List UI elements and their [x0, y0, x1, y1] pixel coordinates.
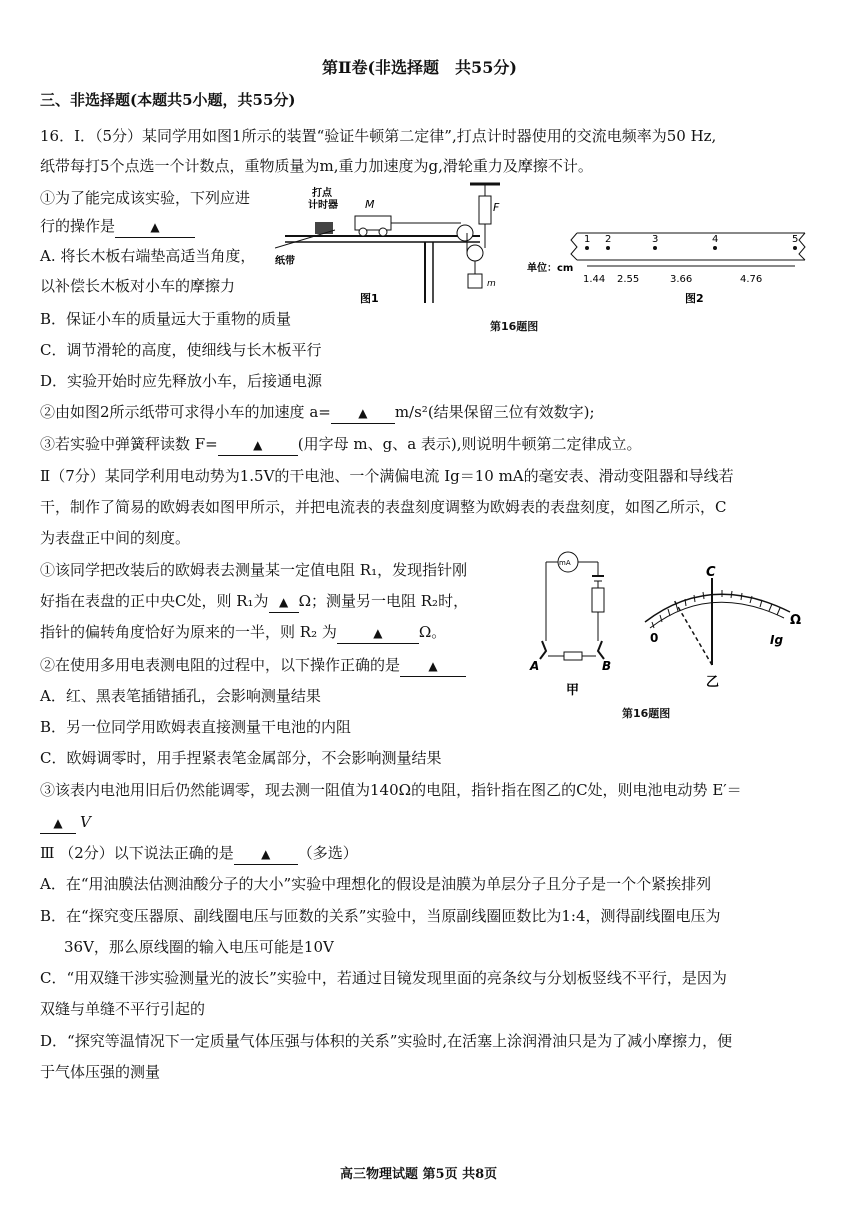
figure-yi-label: 乙 — [706, 675, 720, 690]
iii-option-a: A．在“用油膜法估测油酸分子的大小”实验中理想化的假设是油膜为单层分子且分子是一个个紧挨排列 — [40, 875, 712, 893]
dial-omega: Ω — [790, 613, 802, 628]
tape-value-1: 1.44 — [583, 274, 606, 285]
cart-mass-label: M — [365, 198, 375, 211]
tape-point-5: 5 — [792, 234, 799, 245]
dial-zero: 0 — [650, 631, 659, 645]
q16-ii-1-line3: 指针的偏转角度恰好为原来的一半，则 R₂ 为 ▲ Ω。 — [40, 622, 446, 644]
q16-ii-3-answer: ▲ V — [40, 812, 91, 834]
iii-option-c-line1: C．“用双缝干涉实验测量光的波长”实验中，若通过目镜发现里面的亮条纹与分划板竖线不平行，是因为 — [40, 969, 727, 987]
answer-blank[interactable]: ▲ — [331, 402, 395, 424]
option-c: C．调节滑轮的高度，使细线与长木板平行 — [40, 341, 322, 359]
q16-iii: Ⅲ （2分）以下说法正确的是 ▲ （多选） — [40, 843, 358, 865]
terminal-b: B — [602, 659, 612, 673]
option-d: D．实验开始时应先释放小车，后接通电源 — [40, 372, 323, 390]
ii-option-b: B．另一位同学用欧姆表直接测量干电池的内阻 — [40, 718, 352, 736]
figure-1-apparatus — [275, 178, 515, 308]
q16-intro-line2: 纸带每打5个点选一个计数点，重物质量为m,重力加速度为g,滑轮重力及摩擦不计。 — [40, 157, 593, 175]
mass-label: m — [487, 279, 496, 289]
answer-blank[interactable]: ▲ — [40, 812, 76, 834]
terminal-a: A — [530, 659, 540, 673]
tape-point-4: 4 — [712, 234, 719, 245]
tape-value-3: 3.66 — [670, 274, 693, 285]
tape-value-4: 4.76 — [740, 274, 763, 285]
dial-c-mark: C — [706, 565, 716, 580]
answer-blank[interactable]: ▲ — [337, 622, 419, 644]
q16-i-1-text: 行的操作是 — [40, 217, 116, 235]
iii-option-b-line1: B．在“探究变压器原、副线圈电压与匝数的关系”实验中，当原副线圈匝数比为1:4，测得副线圈电压为 — [40, 907, 721, 925]
q16-i-1-line1: ①为了能完成该实验，下列应进 — [40, 189, 251, 207]
iii-option-b-line2: 36V，那么原线圈的输入电压可能是10V — [64, 938, 334, 956]
iii-option-d-line1: D．“探究等温情况下一定质量气体压强与体积的关系”实验时,在活塞上涂润滑油只是为了减小摩擦力，便 — [40, 1032, 733, 1050]
q16-i-1-line2 — [40, 216, 195, 238]
part-title: 第Ⅱ卷(非选择题 共55分) — [322, 58, 517, 77]
figure-yi-dial — [630, 560, 830, 690]
option-a-line1: A. 将长木板右端垫高适当角度， — [40, 247, 256, 265]
answer-blank[interactable]: ▲ — [269, 591, 299, 613]
ii-option-a: A．红、黑表笔插错插孔，会影响测量结果 — [40, 687, 321, 705]
answer-blank[interactable]: ▲ — [115, 216, 195, 238]
milliammeter-label: mA — [559, 559, 571, 567]
iii-option-c-line2: 双缝与单缝不平行引起的 — [40, 1000, 206, 1018]
tape-label: 纸带 — [275, 256, 295, 267]
timer-label: 打点 — [312, 188, 332, 199]
dial-ig: Ig — [770, 633, 784, 647]
figure-jia-label: 甲 — [566, 683, 580, 698]
tape-point-2: 2 — [605, 234, 612, 245]
iii-option-d-line2: 于气体压强的测量 — [40, 1063, 161, 1081]
tape-dots — [585, 246, 797, 250]
tape-unit: 单位：cm — [527, 263, 574, 274]
q16-ii-1-line1: ①该同学把改装后的欧姆表去测量某一定值电阻 R₁，发现指针刚 — [40, 561, 468, 579]
tape-value-2: 2.55 — [617, 274, 640, 285]
figure-1-label: 图1 — [360, 292, 379, 305]
q16-ii-1-line2: 好指在表盘的正中央C处，则 R₁为 ▲ Ω；测量另一电阻 R₂时， — [40, 591, 468, 613]
q16-ii-line1: Ⅱ（7分）某同学利用电动势为1.5V的干电池、一个满偏电流 Ig＝10 mA的毫安表、滑动变阻器和导线若 — [40, 467, 734, 485]
option-b: B．保证小车的质量远大于重物的质量 — [40, 310, 292, 328]
q16-intro-line1: 16．Ⅰ．（5分）某同学用如图1所示的装置“验证牛顿第二定律”,打点计时器使用的交流电频率为50 Hz, — [40, 127, 717, 145]
figure-caption-a: 第16题图 — [490, 320, 539, 333]
q16-ii-line3: 为表盘正中间的刻度。 — [40, 529, 191, 547]
page-footer: 高三物理试题 第5页 共8页 — [340, 1167, 498, 1182]
timer-label-2: 计时器 — [308, 200, 338, 211]
q16-ii-3: ③该表内电池用旧后仍然能调零，现去测一阻值为140Ω的电阻，指针指在图乙的C处，则电池电动势 E′＝ — [40, 781, 742, 799]
tape-point-1: 1 — [584, 234, 591, 245]
answer-blank[interactable]: ▲ — [400, 655, 466, 677]
answer-blank[interactable]: ▲ — [218, 434, 298, 456]
figure-2-tape — [525, 228, 825, 308]
ii-option-c: C．欧姆调零时，用手捏紧表笔金属部分，不会影响测量结果 — [40, 749, 442, 767]
figure-jia-circuit — [528, 546, 633, 706]
figure-caption-b: 第16题图 — [622, 707, 671, 720]
force-label: F — [493, 201, 500, 214]
q16-i-3: ③若实验中弹簧秤读数 F= ▲ (用字母 m、g、a 表示),则说明牛顿第二定律成立。 — [40, 434, 642, 456]
option-a-line2: 以补偿长木板对小车的摩擦力 — [40, 277, 236, 295]
section-heading: 三、非选择题(本题共5小题，共55分) — [40, 91, 296, 109]
q16-ii-2: ②在使用多用电表测电阻的过程中，以下操作正确的是 ▲ — [40, 655, 466, 677]
tape-point-3: 3 — [652, 234, 659, 245]
answer-blank[interactable]: ▲ — [234, 843, 298, 865]
q16-ii-line2: 干，制作了简易的欧姆表如图甲所示，并把电流表的表盘刻度调整为欧姆表的表盘刻度，如图乙所示，C — [40, 498, 727, 516]
figure-2-label: 图2 — [685, 292, 704, 305]
q16-i-2: ②由如图2所示纸带可求得小车的加速度 a= ▲ m/s²(结果保留三位有效数字); — [40, 402, 595, 424]
